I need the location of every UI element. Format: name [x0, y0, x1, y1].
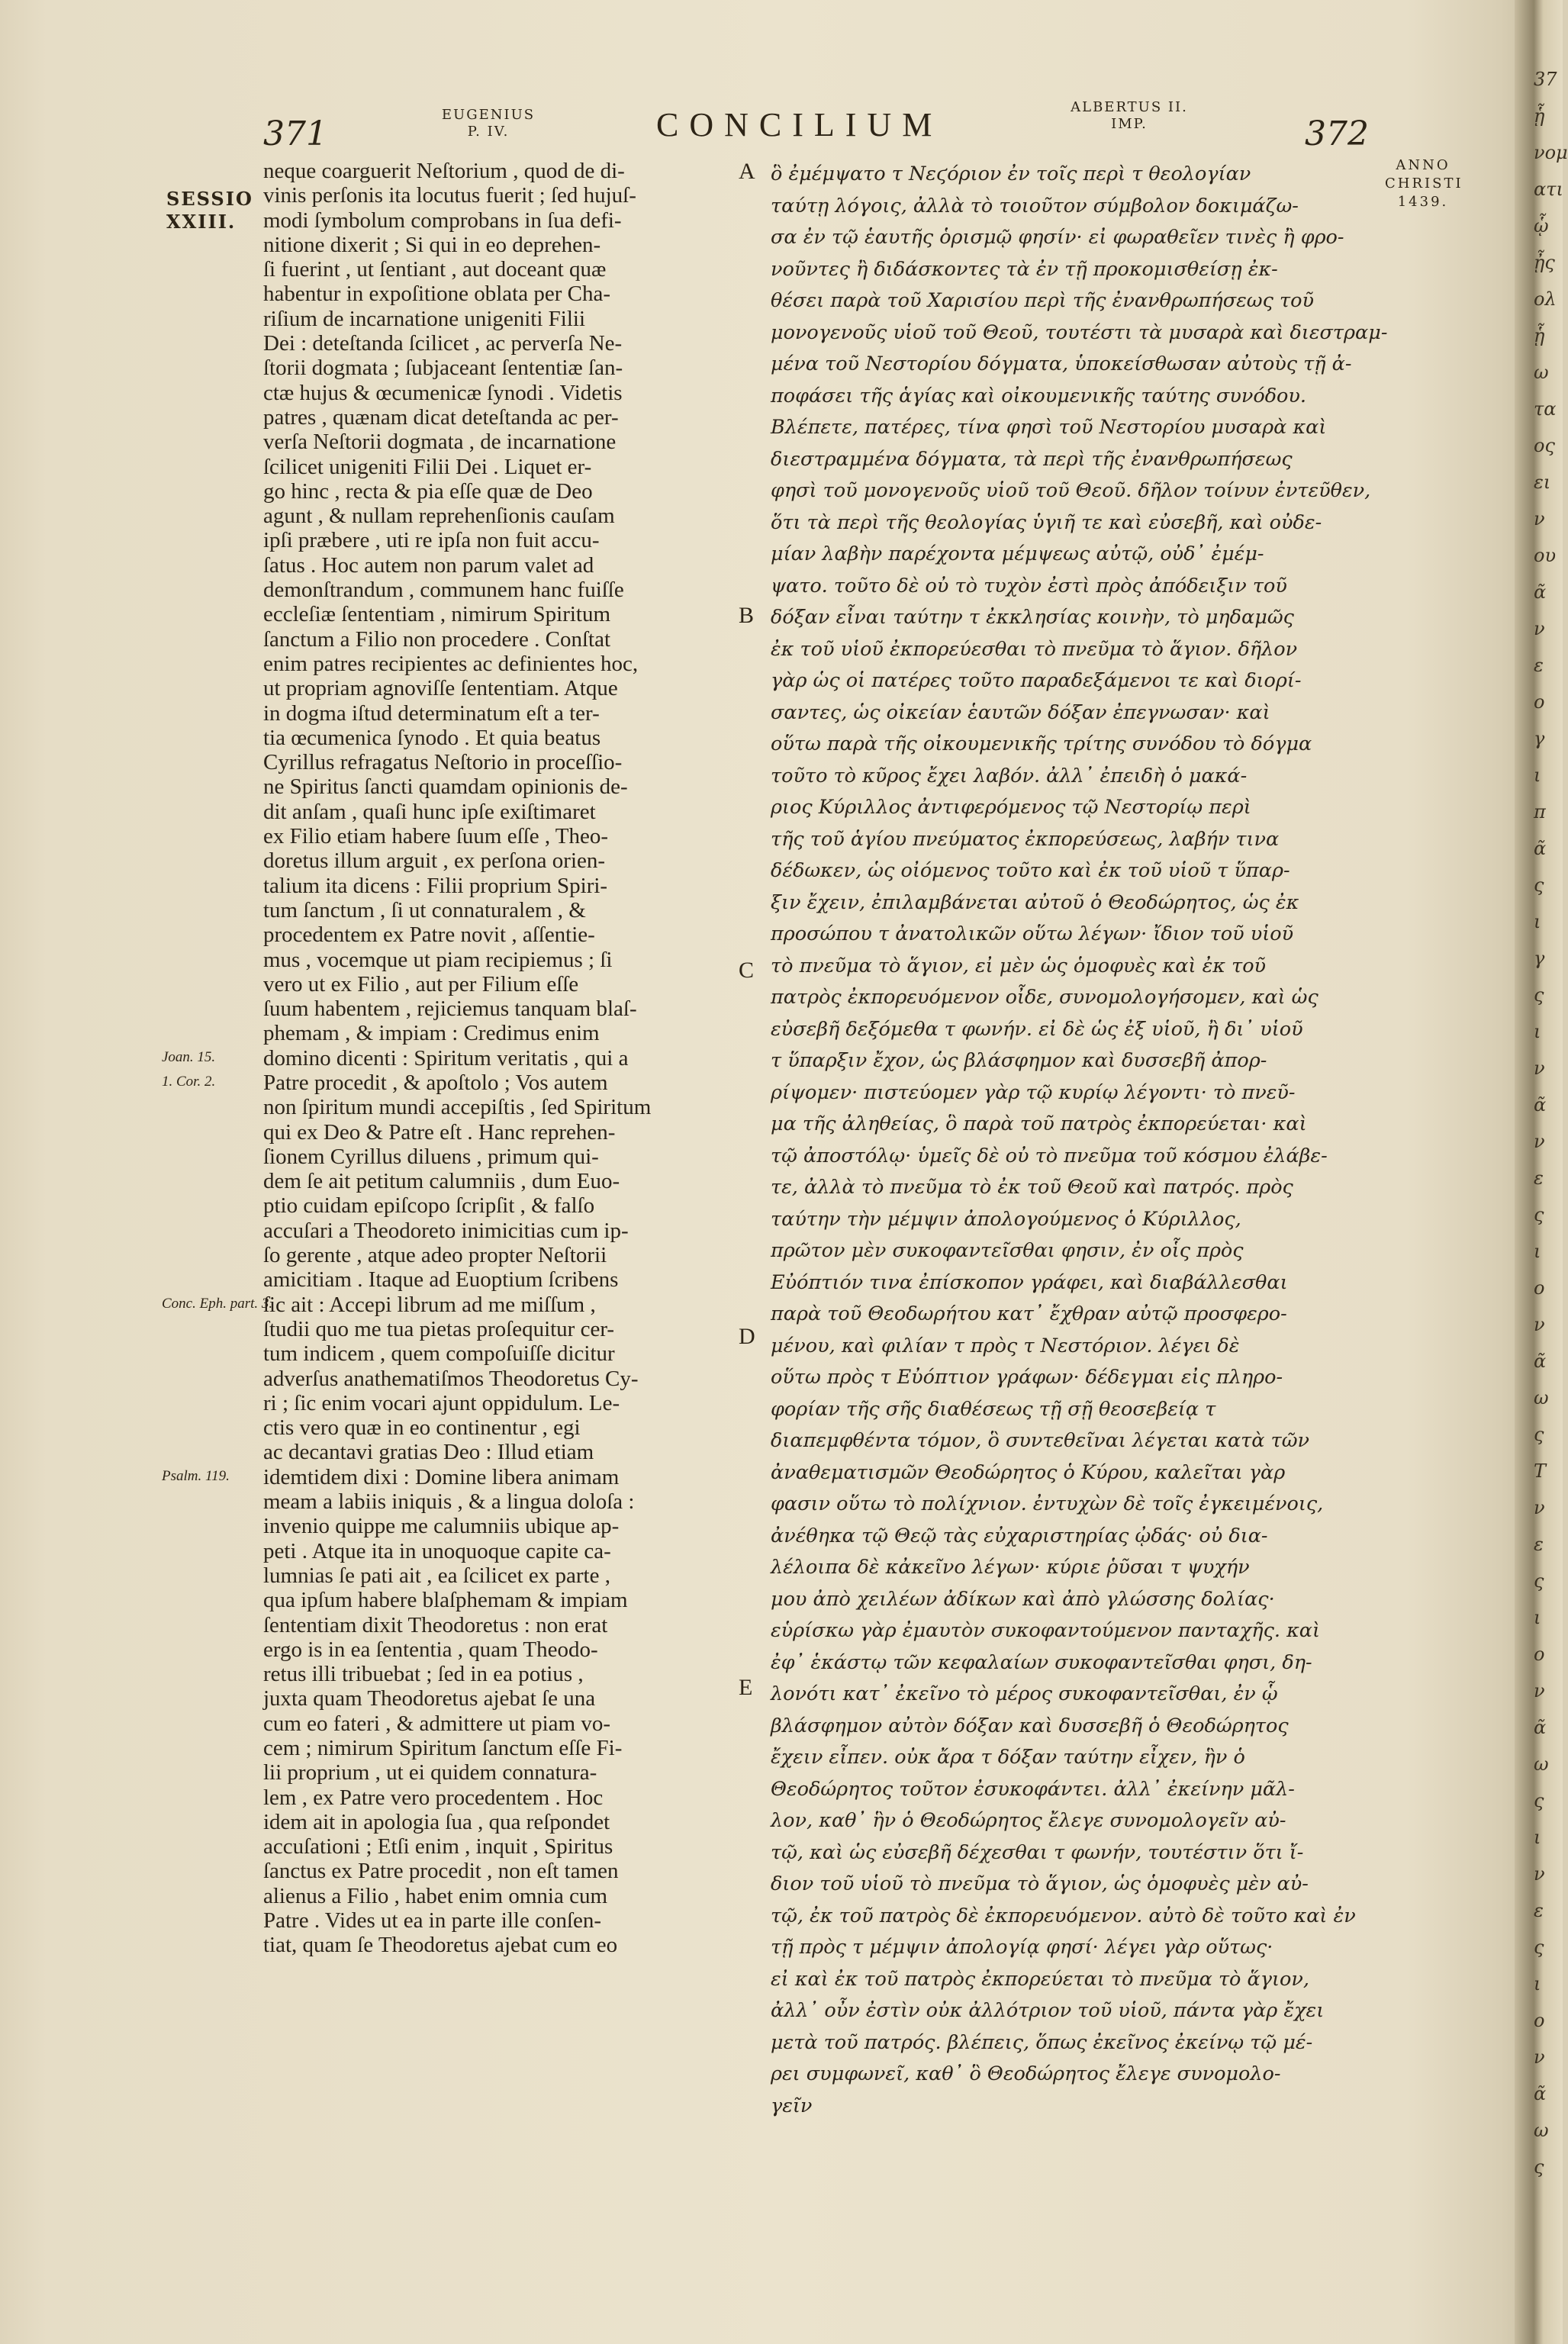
greek-line: βλάσφημον αὐτὸν δόξαν καὶ δυσσεβῆ ὁ Θεοδώρητος	[771, 1714, 1289, 1737]
greek-line: πρῶτον μὲν συκοφαντεῖσθαι φησιν, ἐν οἷς πρὸς	[771, 1239, 1244, 1262]
greek-line: μένα τοῦ Νεστορίου δόγματα, ὑποκείσθωσαν αὐτοὺς τῇ ἀ-	[771, 353, 1352, 375]
latin-line: doretus illum arguit , ex perſona orien-	[263, 848, 606, 874]
section-letter: B	[739, 603, 755, 628]
latin-line: non ſpiritum mundi accepiſtis , ſed Spiritum	[263, 1095, 652, 1120]
latin-line: agunt , & nullam reprehenſionis cauſam	[263, 504, 615, 529]
next-page-fragment: ν	[1534, 1314, 1545, 1335]
greek-line: μίαν λαβὴν παρέχοντα μέμψεως αὐτῷ, οὐδ᾽ ἐμέμ-	[771, 543, 1264, 565]
next-page-fragment: ς	[1534, 1937, 1544, 1958]
greek-line: γεῖν	[771, 2094, 813, 2117]
greek-line: πατρὸς ἐκπορευόμενον οἶδε, συνομολογήσομεν, καὶ ὡς	[771, 986, 1318, 1009]
latin-line: ſanctum a Filio non procedere . Conſtat	[263, 626, 611, 652]
anno-christi-label: ANNO CHRISTI 1439.	[1385, 157, 1463, 210]
latin-line: alienus a Filio , habet enim omnia cum	[263, 1883, 608, 1908]
latin-line: Dei : deteſtanda ſcilicet , ac perverſa Ne-	[263, 331, 623, 356]
latin-line: ne Spiritus ſancti quamdam opinionis de-	[263, 774, 628, 800]
latin-line: meam a labiis iniquis , & a lingua doloſa :	[263, 1489, 635, 1515]
greek-line: διαπεμφθέντα τόμον, ὃ συντεθεῖναι λέγεται κατὰ τῶν	[771, 1429, 1310, 1452]
greek-line: ἐκ τοῦ υἱοῦ ἐκπορεύεσθαι τὸ πνεῦμα τὸ ἅγιον. δῆλον	[771, 637, 1298, 661]
greek-line: Θεοδώρητος τοῦτον ἐσυκοφάντει. ἀλλ᾽ ἐκείνην μᾶλ-	[771, 1777, 1295, 1801]
greek-line: ψατο. τοῦτο δὲ οὐ τὸ τυχὸν ἐστὶ πρὸς ἀπόδειξιν τοῦ	[771, 574, 1287, 597]
latin-line: enim patres recipientes ac definientes hoc,	[263, 651, 639, 676]
latin-line: dit anſam , quaſi hunc ipſe exiſtimaret	[263, 799, 596, 824]
next-page-fragment: ι	[1534, 1973, 1541, 1995]
latin-line: tum ſanctum , ſi ut connaturalem , &	[263, 897, 586, 922]
greek-line: ταύτην τὴν μέμψιν ἀπολογούμενος ὁ Κύριλλος,	[771, 1207, 1241, 1231]
latin-line: tiat, quam ſe Theodoretus ajebat cum eo	[263, 1933, 618, 1958]
latin-line: ſic ait : Accepi librum ad me miſſum ,	[263, 1292, 596, 1317]
latin-line: habentur in expoſitione oblata per Cha-	[263, 282, 610, 307]
greek-line: διεστραμμένα δόγματα, τὰ περὶ τῆς ἐνανθρωπήσεως	[771, 447, 1293, 471]
next-page-fragment: ᾶ	[1534, 581, 1547, 603]
next-page-fragment: ι	[1534, 1021, 1541, 1042]
greek-line: ἀλλ᾽ οὖν ἐστὶν οὐκ ἀλλότριον τοῦ υἱοῦ, πάντα γὰρ ἔχει	[771, 1999, 1325, 2022]
latin-line: ſcilicet unigeniti Filii Dei . Liquet er-	[263, 454, 592, 479]
latin-line: ac decantavi gratias Deo : Illud etiam	[263, 1440, 594, 1465]
greek-line: μετὰ τοῦ πατρός. βλέπεις, ὅπως ἐκεῖνος ἐκείνῳ τῷ μέ-	[771, 2030, 1313, 2054]
latin-line: qua ipſum habere blaſphemam & impiam	[263, 1588, 628, 1613]
next-page-fragment: ς	[1534, 2156, 1544, 2178]
margin-note: Psalm. 119.	[162, 1467, 230, 1484]
next-page-fragment: ι	[1534, 1827, 1541, 1848]
next-page-fragment: ο	[1534, 691, 1545, 713]
latin-line: Patre . Vides ut ea in parte ille conſen-	[263, 1908, 602, 1933]
latin-line: accuſari a Theodoreto inimicitias cum ip-	[263, 1218, 629, 1243]
next-page-fragment: ω	[1534, 1753, 1549, 1775]
next-page-fragment: νομ	[1534, 142, 1568, 163]
next-page-fragment: ᾶ	[1534, 838, 1547, 859]
latin-line: ctæ hujus & œcumenicæ ſynodi . Videtis	[263, 380, 623, 405]
latin-line: verſa Neſtorii dogmata , de incarnatione	[263, 430, 617, 455]
greek-line: ἀναθεματισμῶν Θεοδώρητος ὁ Κύρου, καλεῖται γὰρ	[771, 1460, 1286, 1484]
greek-line: εὐσεβῆ δεξόμεθα τ φωνήν. εἰ δὲ ὡς ἐξ υἱοῦ, ἢ δι᾽ υἱοῦ	[771, 1017, 1303, 1041]
greek-line: μου ἀπὸ χειλέων ἀδίκων καὶ ἀπὸ γλώσσης δολίας·	[771, 1587, 1275, 1611]
latin-line: vero ut ex Filio , aut per Filium eſſe	[263, 971, 579, 997]
latin-line: mus , vocemque ut piam recipiemus ; ſi	[263, 947, 613, 972]
next-page-fragment: ν	[1534, 1131, 1545, 1152]
next-page-fragment: 37	[1534, 69, 1557, 90]
latin-line: ex Filio etiam habere ſuum eſſe , Theo-	[263, 824, 609, 849]
greek-line: τοῦτο τὸ κῦρος ἔχει λαβόν. ἀλλ᾽ ἐπειδὴ ὁ μακά-	[771, 764, 1248, 787]
greek-line: τὸ πνεῦμα τὸ ἅγιον, εἰ μὲν ὡς ὁμοφυὲς καὶ ἐκ τοῦ	[771, 954, 1267, 977]
next-page-fragment: γ	[1534, 728, 1545, 749]
margin-note: 1. Cor. 2.	[162, 1074, 216, 1090]
latin-line: cum eo fateri , & admittere ut piam vo-	[263, 1711, 610, 1736]
greek-line: γὰρ ὡς οἱ πατέρες τοῦτο παραδεξάμενοι τε καὶ διορί-	[771, 669, 1302, 692]
greek-line: ξιν ἔχειν, ἐπιλαμβάνεται αὐτοῦ ὁ Θεοδώρητος, ὡς ἐκ	[771, 890, 1299, 914]
margin-note: Joan. 15.	[162, 1048, 216, 1065]
next-page-fragment: ς	[1534, 984, 1544, 1006]
greek-line: ταύτῃ λόγοις, ἀλλὰ τὸ τοιοῦτον σύμβολον δοκιμάζω-	[771, 194, 1299, 217]
latin-line: procedentem ex Patre novit , aſſentie-	[263, 922, 595, 948]
greek-line: ἀνέθηκα τῷ Θεῷ τὰς εὐχαριστηρίας ᾠδάς· οὐ δια-	[771, 1524, 1268, 1547]
latin-line: juxta quam Theodoretus ajebat ſe una	[263, 1686, 596, 1711]
greek-line: ρει συμφωνεῖ, καθ᾽ ὃ Θεοδώρητος ἔλεγε συνομολο-	[771, 2062, 1281, 2085]
greek-line: τ ὕπαρξιν ἔχον, ὡς βλάσφημον καὶ δυσσεβῆ ἀπορ-	[771, 1049, 1267, 1072]
latin-line: qui ex Deo & Patre eſt . Hanc reprehen-	[263, 1119, 616, 1145]
next-page-fragment: ᾶ	[1534, 2083, 1547, 2104]
latin-line: ſtudii quo me tua pietas proſequitur cer-	[263, 1316, 615, 1341]
greek-line: μονογενοῦς υἱοῦ τοῦ Θεοῦ, τουτέστι τὰ μυσαρὰ καὶ διεστραμ-	[771, 320, 1388, 344]
latin-line: tum indicem , quem compoſuiſſe dicitur	[263, 1341, 615, 1367]
greek-line: τῷ ἀποστόλῳ· ὑμεῖς δὲ οὐ τὸ πνεῦμα τοῦ κόσμου ἐλάβε-	[771, 1144, 1328, 1167]
section-letter: E	[739, 1675, 753, 1700]
latin-line: in dogma iſtud determinatum eſt a ter-	[263, 700, 600, 726]
latin-line: neque coarguerit Neſtorium , quod de di-	[263, 159, 625, 183]
greek-line: λέλοιπα δὲ κἀκεῖνο λέγων· κύριε ῥῦσαι τ ψυχήν	[771, 1556, 1250, 1579]
latin-line: adverſus anathematiſmos Theodoretus Cy-	[263, 1366, 639, 1391]
latin-line: ergo is in ea ſententia , quam Theodo-	[263, 1637, 598, 1662]
greek-line: τῇ πρὸς τ μέμψιν ἀπολογίᾳ φησί· λέγει γὰρ οὕτως·	[771, 1936, 1273, 1959]
greek-line: ριος Κύριλλος ἀντιφερόμενος τῷ Νεστορίῳ περὶ	[771, 796, 1251, 819]
next-page-fragment: T	[1534, 1460, 1547, 1482]
next-page-fragment: γ	[1534, 948, 1545, 969]
greek-line: οὕτω παρὰ τῆς οἰκουμενικῆς τρίτης συνόδου τὸ δόγμα	[771, 732, 1312, 755]
latin-line: idem ait in apologia ſua , qua reſpondet	[263, 1809, 610, 1834]
latin-line: ri ; ſic enim vocari ajunt oppidulum. Le-	[263, 1390, 620, 1415]
greek-line: μα τῆς ἀληθείας, ὃ παρὰ τοῦ πατρὸς ἐκπορεύεται· καὶ	[771, 1112, 1307, 1135]
greek-line: ρίψομεν· πιστεύομεν γὰρ τῷ κυρίῳ λέγοντι· τὸ πνεῦ-	[771, 1080, 1296, 1104]
next-page-edge-text	[1534, 61, 1568, 2274]
latin-line: ſtorii dogmata ; ſubjaceant ſententiæ ſan-	[263, 356, 623, 381]
greek-line: ἔχειν εἶπεν. οὐκ ἄρα τ δόξαν ταύτην εἶχεν, ἣν ὁ	[771, 1746, 1245, 1769]
latin-line: tia œcumenica ſynodo . Et quia beatus	[263, 725, 601, 750]
next-page-fragment: ν	[1534, 1497, 1545, 1518]
next-page-fragment: ι	[1534, 1607, 1541, 1628]
greek-line: μένου, καὶ φιλίαν τ πρὸς τ Νεστόριον. λέγει δὲ	[771, 1334, 1240, 1357]
next-page-fragment: ω	[1534, 2120, 1549, 2141]
latin-line: ſatus . Hoc autem non parum valet ad	[263, 552, 594, 578]
latin-line: invenio quippe me calumniis ubique ap-	[263, 1514, 620, 1539]
next-page-fragment: π	[1534, 801, 1546, 823]
next-page-fragment: ο	[1534, 1277, 1545, 1299]
greek-line: προσώπου τ ἀνατολικῶν οὕτω λέγων· ἴδιον τοῦ υἱοῦ	[771, 922, 1294, 945]
latin-line: ſanctus ex Patre procedit , non eſt tamen	[263, 1859, 619, 1884]
latin-line: ſi fuerint , ut ſentiant , aut doceant quæ	[263, 257, 607, 282]
latin-line: vinis perſonis ita locutus fuerit ; ſed hujuſ-	[263, 183, 636, 208]
latin-line: Cyrillus refragatus Neſtorio in proceſſio-	[263, 750, 623, 775]
left-page-number: 371	[263, 114, 327, 153]
next-page-fragment: ω	[1534, 1387, 1549, 1409]
greek-line: νοῦντες ἢ διδάσκοντες τὰ ἐν τῇ προκομισθείσῃ ἐκ-	[771, 257, 1278, 281]
next-page-fragment: ς	[1534, 1790, 1544, 1811]
next-page-fragment: ι	[1534, 1241, 1541, 1262]
next-page-fragment: ο	[1534, 2010, 1545, 2031]
latin-line: amicitiam . Itaque ad Euoptium ſcribens	[263, 1267, 619, 1293]
greek-line: φορίαν τῆς σῆς διαθέσεως τῇ σῇ θεοσεβείᾳ τ	[771, 1397, 1216, 1421]
next-page-fragment: ς	[1534, 1570, 1544, 1592]
right-running-head: ALBERTUS II. IMP.	[1071, 99, 1188, 132]
greek-line: οὕτω πρὸς τ Εὐόπτιον γράφων· δέδεγμαι εἰς πληρο-	[771, 1366, 1283, 1389]
greek-line: σα ἐν τῷ ἑαυτῆς ὁρισμῷ φησίν· εἰ φωραθεῖεν τινὲς ἢ φρο-	[771, 226, 1344, 249]
greek-line: ὃ ἐμέμψατο τ Νεϛόριον ἐν τοῖς περὶ τ θεολογίαν	[771, 163, 1251, 185]
next-page-fragment: ᾶ	[1534, 1717, 1547, 1738]
greek-line: λον, καθ᾽ ἣν ὁ Θεοδώρητος ἔλεγε συνομολογεῖν αὐ-	[771, 1809, 1286, 1832]
greek-line: φησὶ τοῦ μονογενοῦς υἱοῦ τοῦ Θεοῦ. δῆλον τοίνυν ἐντεῦθεν,	[771, 479, 1371, 502]
next-page-fragment: ι	[1534, 911, 1541, 932]
latin-line: lumnias ſe pati ait , ea ſcilicet ex parte ,	[263, 1563, 610, 1588]
next-page-fragment: ε	[1534, 1167, 1544, 1189]
latin-line: ſuum habentem , rejiciemus tanquam blaſ-	[263, 997, 637, 1022]
greek-line: τε, ἀλλὰ τὸ πνεῦμα τὸ ἐκ τοῦ Θεοῦ καὶ πατρός. πρὸς	[771, 1176, 1293, 1199]
section-letter: D	[739, 1324, 755, 1349]
next-page-fragment: ν	[1534, 1680, 1545, 1702]
latin-line: lii proprium , ut ei quidem connatura-	[263, 1760, 597, 1785]
latin-line: ſionem Cyrillus diluens , primum qui-	[263, 1144, 599, 1169]
latin-line: ut propriam agnoviſſe ſententiam. Atque	[263, 676, 618, 701]
latin-line: domino dicenti : Spiritum veritatis , qui a	[263, 1045, 629, 1071]
greek-line: θέσει παρὰ τοῦ Χαρισίου περὶ τῆς ἐνανθρωπήσεως τοῦ	[771, 289, 1314, 312]
greek-line: ὅτι τὰ περὶ τῆς θεολογίας ὑγιῆ τε καὶ εὐσεβῆ, καὶ οὐδε-	[771, 510, 1322, 534]
latin-line: phemam , & impiam : Credimus enim	[263, 1021, 600, 1046]
greek-line: τῷ, καὶ ὡς εὐσεβῆ δέχεσθαι τ φωνήν, τουτέστιν ὅτι ἴ-	[771, 1840, 1304, 1864]
next-page-fragment: ᾖς	[1534, 252, 1555, 273]
greek-line: ποφάσει τῆς ἁγίας καὶ οἰκουμενικῆς ταύτης συνόδου.	[771, 384, 1307, 407]
greek-line: λονότι κατ᾽ ἐκεῖνο τὸ μέρος συκοφαντεῖσθαι, ἐν ᾧ	[771, 1682, 1278, 1705]
next-page-fragment: ι	[1534, 765, 1541, 786]
latin-column	[263, 159, 755, 1958]
greek-line: διον τοῦ υἱοῦ τὸ πνεῦμα τὸ ἅγιον, ὡς ὁμοφυὲς μὲν αὐ-	[771, 1872, 1309, 1895]
latin-line: ctis vero quæ in eo continentur , egi	[263, 1415, 581, 1441]
latin-line: accuſationi ; Etſi enim , inquit , Spiritus	[263, 1834, 613, 1859]
right-page-number: 372	[1305, 114, 1369, 153]
next-page-fragment: ς	[1534, 1204, 1544, 1225]
latin-line: ſententiam dixit Theodoretus : non erat	[263, 1612, 608, 1637]
latin-line: ſo gerente , atque adeo propter Neſtorii	[263, 1243, 607, 1268]
next-page-fragment: ᾗ	[1534, 105, 1545, 127]
session-label: SESSIO XXIII.	[166, 188, 253, 233]
greek-line: Βλέπετε, πατέρες, τίνα φησὶ τοῦ Νεστορίου μυσαρὰ καὶ	[771, 416, 1327, 439]
next-page-fragment: ς	[1534, 874, 1544, 896]
section-letter: A	[739, 159, 755, 184]
latin-line: ipſi præbere , uti re ipſa non fuit accu-	[263, 528, 600, 553]
latin-line: peti . Atque ita in unoquoque capite ca-	[263, 1538, 611, 1563]
latin-line: go hinc , recta & pia eſſe quæ de Deo	[263, 478, 593, 504]
next-page-fragment: ολ	[1534, 288, 1557, 310]
latin-line: dem ſe ait petitum calumniis , dum Euo-	[263, 1169, 620, 1194]
next-page-fragment: ᾗ	[1534, 325, 1545, 346]
latin-line: demonſtrandum , communem hanc fuiſſe	[263, 578, 624, 603]
next-page-fragment: ᾶ	[1534, 1094, 1547, 1116]
next-page-fragment: ᾶ	[1534, 1351, 1547, 1372]
next-page-fragment: ο	[1534, 1644, 1545, 1665]
section-letter: C	[739, 958, 755, 983]
next-page-fragment: ς	[1534, 1424, 1544, 1445]
next-page-fragment: ατι	[1534, 179, 1563, 200]
greek-line: εὑρίσκω γὰρ ἐμαυτὸν συκοφαντούμενον πανταχῆς. καὶ	[771, 1619, 1321, 1642]
next-page-fragment: ν	[1534, 508, 1545, 530]
latin-line: ptio cuidam epiſcopo ſcripſit , & falſo	[263, 1193, 595, 1219]
next-page-fragment: τα	[1534, 398, 1557, 420]
greek-line: Εὐόπτιόν τινα ἐπίσκοπον γράφει, καὶ διαβάλλεσθαι	[771, 1270, 1288, 1294]
latin-line: lem , ex Patre vero procedentem . Hoc	[263, 1785, 604, 1810]
greek-line: τῷ, ἐκ τοῦ πατρὸς δὲ ἐκπορευόμενον. αὐτὸ δὲ τοῦτο καὶ ἐν	[771, 1904, 1356, 1927]
greek-line: παρὰ τοῦ Θεοδωρήτου κατ᾽ ἔχθραν αὐτῷ προσφερο-	[771, 1302, 1287, 1325]
next-page-fragment: ν	[1534, 1058, 1545, 1079]
next-page-fragment: ν	[1534, 2046, 1545, 2068]
latin-line: riſium de incarnatione unigeniti Filii	[263, 306, 586, 331]
next-page-fragment: ω	[1534, 362, 1549, 383]
latin-line: retus illi tribuebat ; ſed in ea potius ,	[263, 1662, 584, 1687]
latin-line: Patre procedit , & apoſtolo ; Vos autem	[263, 1070, 608, 1095]
next-page-fragment: ε	[1534, 1900, 1544, 1921]
greek-line: σαντες, ὡς οἰκείαν ἑαυτῶν δόξαν ἐπεγνωσαν· καὶ	[771, 700, 1270, 724]
latin-line: modi ſymbolum comprobans in ſua defi-	[263, 208, 622, 233]
greek-line: δόξαν εἶναι ταύτην τ ἐκκλησίας κοινὴν, τὸ μηδαμῶς	[771, 606, 1294, 629]
greek-column	[771, 159, 1408, 2122]
next-page-fragment: ου	[1534, 545, 1557, 566]
next-page-fragment: ν	[1534, 1863, 1545, 1885]
greek-line: εἰ καὶ ἐκ τοῦ πατρὸς ἐκπορεύεται τὸ πνεῦμα τὸ ἅγιον,	[771, 1967, 1309, 1991]
running-title: CONCILIUM	[656, 106, 943, 143]
latin-line: cem ; nimirum Spiritum ſanctum eſſe Fi-	[263, 1736, 623, 1760]
next-page-fragment: ν	[1534, 618, 1545, 639]
next-page-fragment: ε	[1534, 655, 1544, 676]
next-page-fragment: ᾧ	[1534, 215, 1549, 237]
margin-note: Conc. Eph. part. 3.	[162, 1295, 273, 1312]
next-page-fragment: ος	[1534, 435, 1555, 456]
latin-line: talium ita dicens : Filii proprium Spiri-	[263, 873, 608, 898]
next-page-fragment: ει	[1534, 472, 1551, 493]
greek-line: δέδωκεν, ὡς οἰόμενος τοῦτο καὶ ἐκ τοῦ υἱοῦ τ ὕπαρ-	[771, 859, 1290, 882]
greek-line: ἐφ᾽ ἑκάστῳ τῶν κεφαλαίων συκοφαντεῖσθαι φησι, δη-	[771, 1650, 1312, 1674]
latin-line: patres , quænam dicat deteſtanda ac per-	[263, 404, 619, 430]
greek-line: φασιν οὕτω τὸ πολίχνιον. ἐντυχὼν δὲ τοῖς ἐγκειμένοις,	[771, 1492, 1324, 1515]
left-running-head: EUGENIUS P. IV.	[441, 107, 536, 140]
latin-line: eccleſiæ ſententiam , nimirum Spiritum	[263, 602, 611, 627]
greek-line: τῆς τοῦ ἁγίου πνεύματος ἐκπορεύσεως, λαβήν τινα	[771, 827, 1280, 851]
latin-line: nitione dixerit ; Si qui in eo deprehen-	[263, 232, 601, 257]
latin-line: idemtidem dixi : Domine libera animam	[263, 1464, 620, 1489]
next-page-fragment: ε	[1534, 1534, 1544, 1555]
